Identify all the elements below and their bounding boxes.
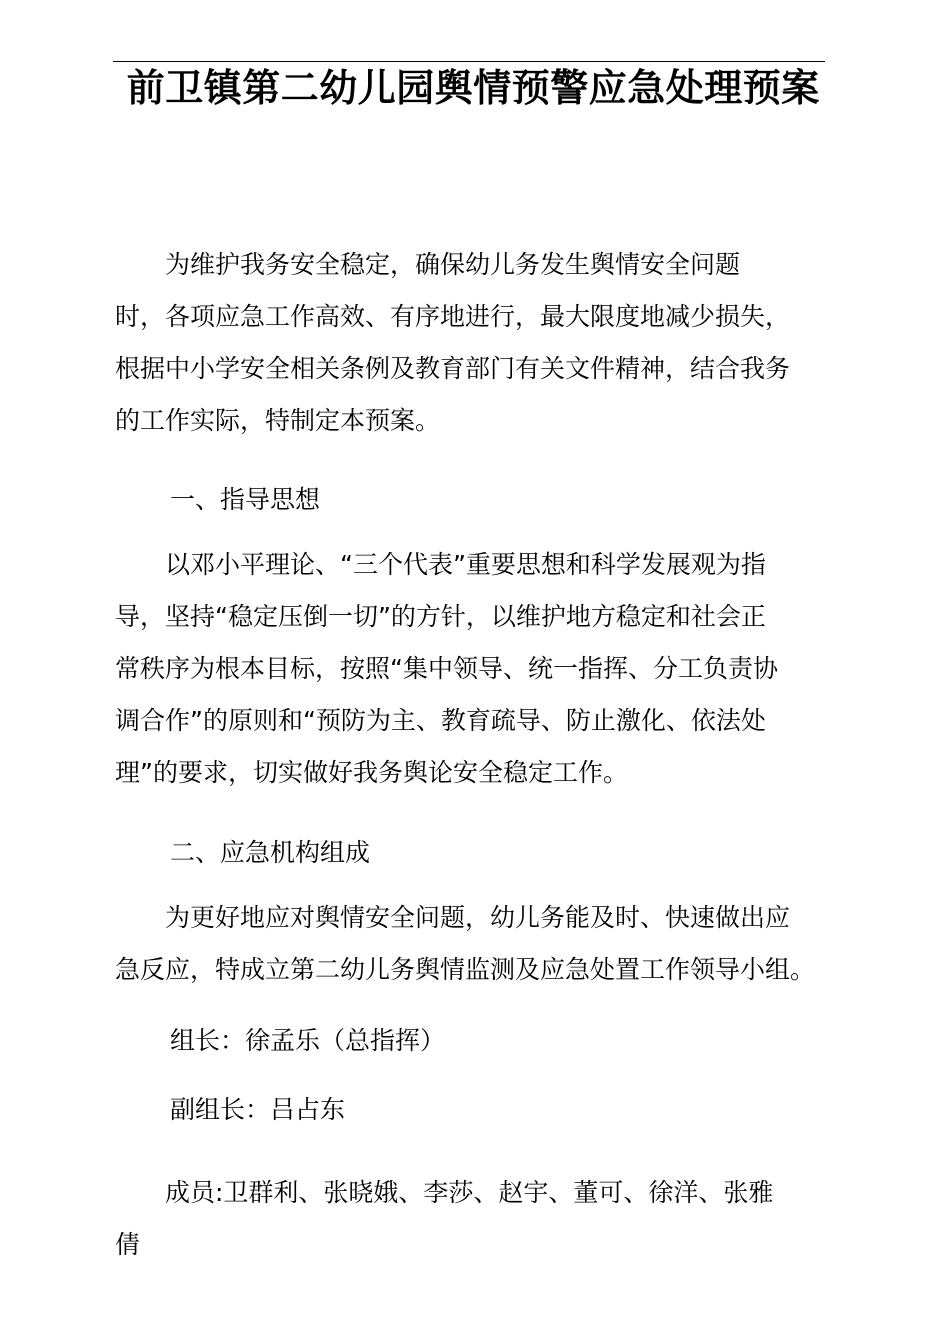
- intro-paragraph: [115, 252, 790, 434]
- leader-line: 组长：徐孟乐（总指挥）: [170, 1026, 446, 1055]
- document-title: 前卫镇第二幼儿园舆情预警应急处理预案: [113, 66, 820, 110]
- members-paragraph: [115, 1180, 773, 1258]
- text-line: 根据中小学安全相关条例及教育部门有关文件精神，结合我务: [115, 354, 791, 383]
- text-line: 成员:卫群利、张晓娥、李莎、赵宇、董可、徐洋、张雅: [115, 1178, 774, 1207]
- text-line: 理”的要求，切实做好我务舆论安全稳定工作。: [115, 758, 628, 787]
- deputy-leader-line: 副组长：吕占东: [170, 1095, 346, 1124]
- text-line: 导，坚持“稳定压倒一切”的方针，以维护地方稳定和社会正: [115, 602, 766, 631]
- section-heading-emergency-organization: 二、应急机构组成: [170, 838, 371, 867]
- text-line: 常秩序为根本目标，按照“集中领导、统一指挥、分工负责协: [115, 654, 778, 683]
- text-line: 的工作实际，特制定本预案。: [115, 406, 441, 435]
- section-heading-guiding-ideology: 一、指导思想: [170, 485, 321, 514]
- header-rule: [113, 61, 825, 62]
- text-line: 倩: [115, 1230, 141, 1259]
- text-line: 以邓小平理论、“三个代表”重要思想和科学发展观为指: [115, 550, 766, 579]
- text-line: 为维护我务安全稳定，确保幼儿务发生舆情安全问题: [115, 250, 741, 279]
- text-line: 时，各项应急工作高效、有序地进行，最大限度地减少损失，: [115, 302, 791, 331]
- text-line: 急反应，特成立第二幼儿务舆情监测及应急处置工作领导小组。: [115, 955, 816, 984]
- text-line: 调合作”的原则和“预防为主、教育疏导、防止激化、依法处: [115, 706, 766, 735]
- text-line: 为更好地应对舆情安全问题，幼儿务能及时、快速做出应: [115, 903, 791, 932]
- section1-paragraph: [115, 552, 778, 786]
- section2-paragraph: [115, 905, 815, 983]
